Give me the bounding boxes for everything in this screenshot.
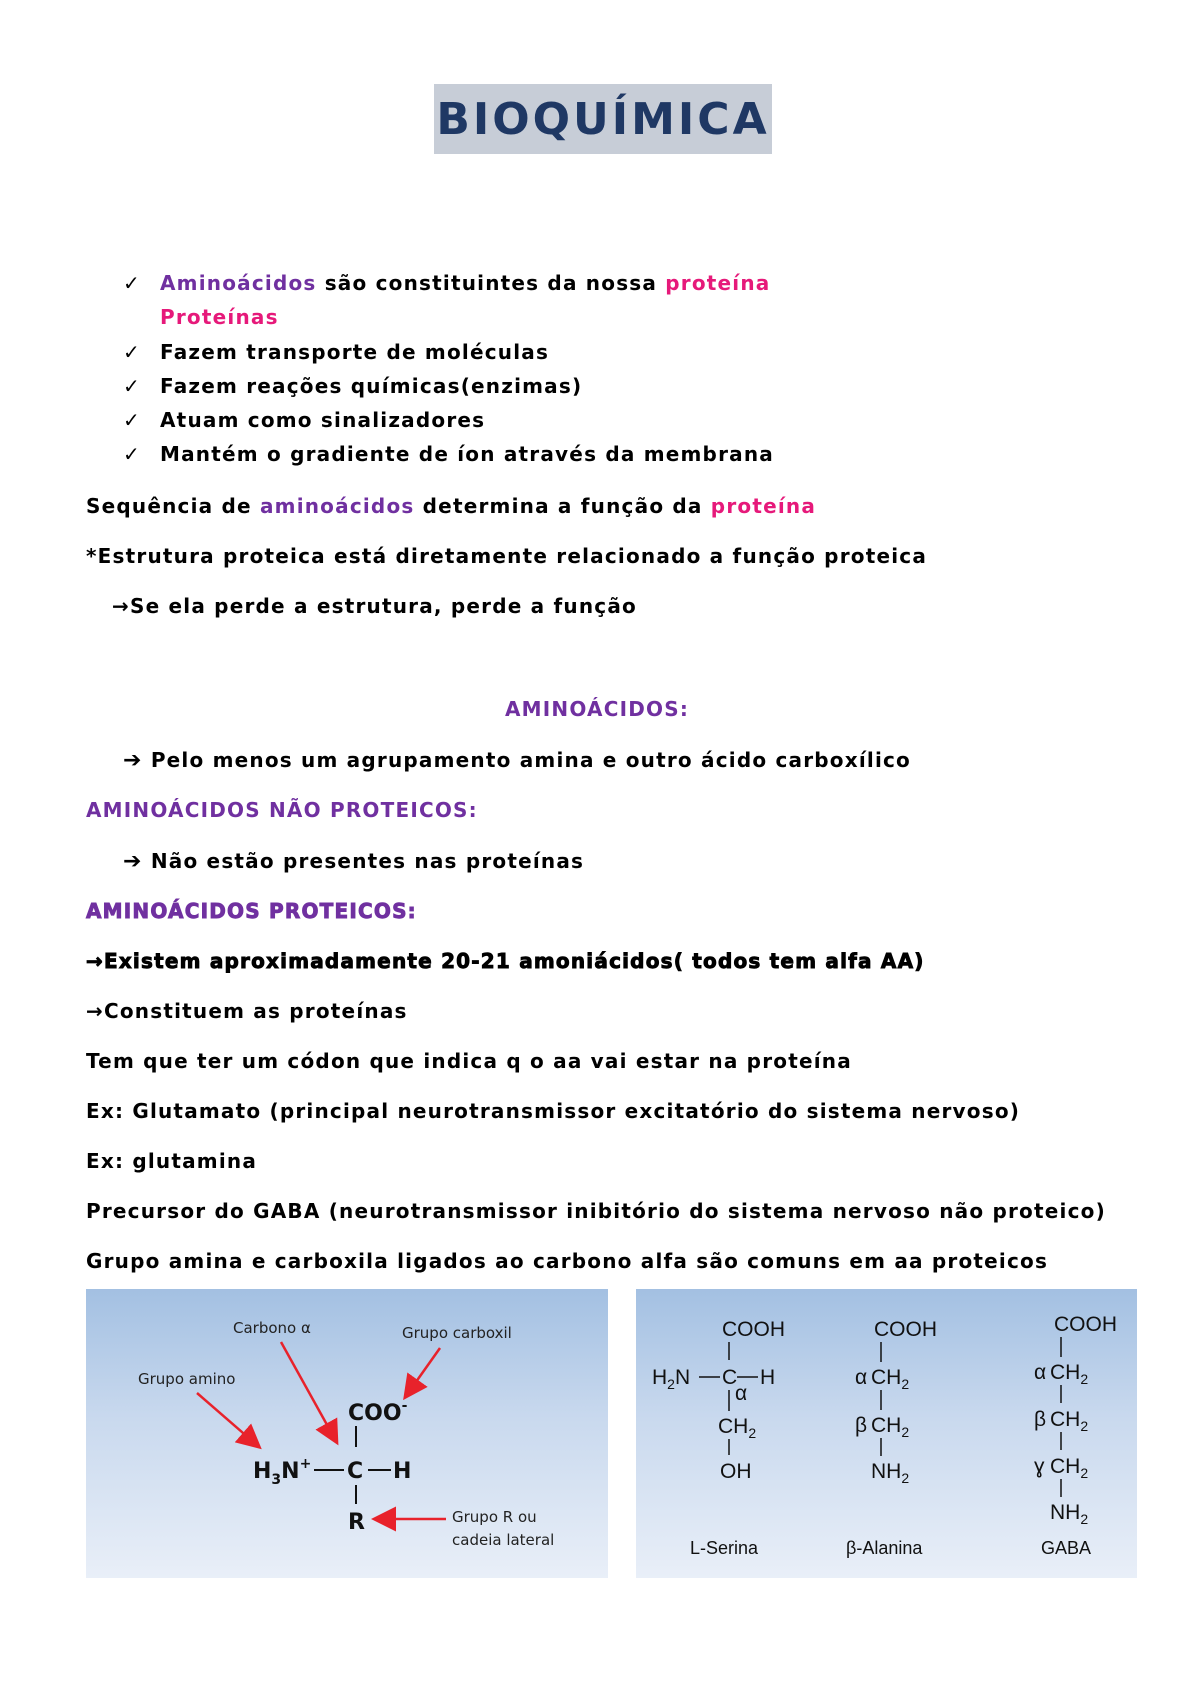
gaba-cooh: COOH [1054,1313,1117,1336]
serina-c: C [722,1366,738,1389]
gaba-gamma: ɣ [1034,1455,1045,1478]
arrow-icon: → [86,949,104,973]
bold-arrow-icon: ➔ [123,748,143,773]
grupo-r-label-1: Grupo R ou [452,1508,537,1526]
bullet-1-text: são constituintes da nossa [316,271,666,295]
gaba-alpha: α [1034,1361,1047,1384]
check-icon: ✓ [123,442,140,466]
grupo-line: Grupo amina e carboxila ligados ao carbono alfa são comuns em aa proteicos [86,1249,1049,1273]
arrow-carboxil [406,1348,440,1396]
arrow-amino [197,1393,258,1446]
h3n-text: $H_3N^+$ [253,1456,312,1488]
codon-line: Tem que ter um códon que indica q o aa vai estar na proteína [86,1049,852,1073]
grupo-r-label-2: cadeia lateral [452,1531,555,1549]
nao-proteicos-point: ➔ Não estão presentes nas proteínas [123,849,585,874]
bullet-4: Atuam como sinalizadores [160,408,486,432]
alanina-beta: β [855,1414,868,1437]
bullet-1-term2: proteína [665,271,771,295]
h-text: H [393,1459,412,1484]
bold-arrow-icon: ➔ [123,849,143,874]
ex1-line: Ex: Glutamato (principal neurotransmissor excitatório do sistema nervoso) [86,1099,1021,1123]
serina-h: H [760,1366,776,1389]
aminoacidos-point: ➔ Pelo menos um agrupamento amina e outro ácido carboxílico [123,748,911,773]
serina-name: L-Serina [690,1538,759,1558]
check-icon: ✓ [123,271,140,295]
serina-alanina-gaba-diagram [636,1289,1137,1578]
gaba-name: GABA [1041,1538,1092,1558]
coo-text: COO- [348,1398,408,1426]
alanina-name: β-Alanina [846,1538,923,1558]
gaba-ch2-c: $CH_2$ [1050,1455,1089,1481]
alanina-nh2: $NH_2$ [871,1460,910,1486]
grupo-carboxil-label: Grupo carboxil [402,1324,512,1342]
alanina-alpha: α [855,1366,868,1389]
gaba-nh2: $NH_2$ [1050,1501,1089,1527]
r-text: R [348,1510,365,1535]
title-box [434,84,772,154]
bullet-1-term: Aminoácidos [160,271,317,295]
serina-ch2: $CH_2$ [718,1415,757,1441]
check-icon: ✓ [123,408,140,432]
gaba-structure [1034,1313,1117,1558]
amino-acid-structure-figure [86,1289,608,1578]
arrow-icon: → [112,594,130,618]
proteicos-heading: AMINOÁCIDOS PROTEICOS: [86,899,417,923]
ex2-line: Ex: glutamina [86,1149,258,1173]
existem-line: →Existem aproximadamente 20-21 amoniácidos( todos tem alfa AA) [86,949,925,973]
alanina-ch2-b: $CH_2$ [871,1414,910,1440]
serina-alpha: α [735,1382,748,1405]
arrow-carbono [281,1342,336,1441]
check-icon: ✓ [123,374,140,398]
arrow-icon: → [86,999,104,1023]
sequencia-line: Sequência de aminoácidos determina a função da proteína [86,494,817,518]
grupo-amino-label: Grupo amino [138,1370,236,1388]
gaba-beta: β [1034,1408,1047,1431]
estrutura-line: *Estrutura proteica está diretamente relacionado a função proteica [86,544,928,568]
serina-alanina-gaba-figure [636,1289,1137,1578]
check-icon: ✓ [123,340,140,364]
bullet-1-cont: Proteínas [160,305,279,329]
alanina-ch2-a: $CH_2$ [871,1366,910,1392]
aminoacidos-heading: AMINOÁCIDOS: [505,697,690,721]
gaba-ch2-b: $CH_2$ [1050,1408,1089,1434]
alanina-structure [846,1318,937,1558]
page-title: BIOQUÍMICA [436,93,770,145]
nao-proteicos-heading: AMINOÁCIDOS NÃO PROTEICOS: [86,798,478,822]
bullet-3: Fazem reações químicas(enzimas) [160,374,583,398]
c-alpha-text: C [347,1459,364,1484]
alanina-cooh: COOH [874,1318,937,1341]
bullet-2: Fazem transporte de moléculas [160,340,550,364]
gaba-ch2-a: $CH_2$ [1050,1361,1089,1387]
serina-h2n: $H_2N$ [652,1366,691,1392]
amino-acid-structure-diagram [86,1289,608,1578]
precursor-line: Precursor do GABA (neurotransmissor inibitório do sistema nervoso não proteico) [86,1199,1106,1223]
bullet-1 [160,271,771,295]
carbono-alfa-label: Carbono α [233,1319,311,1337]
serina-structure [652,1318,785,1558]
serina-oh: OH [720,1460,752,1483]
bullet-5: Mantém o gradiente de íon através da membrana [160,442,774,466]
perde-line: →Se ela perde a estrutura, perde a função [112,594,637,618]
serina-cooh: COOH [722,1318,785,1341]
constituem-line: →Constituem as proteínas [86,999,408,1023]
